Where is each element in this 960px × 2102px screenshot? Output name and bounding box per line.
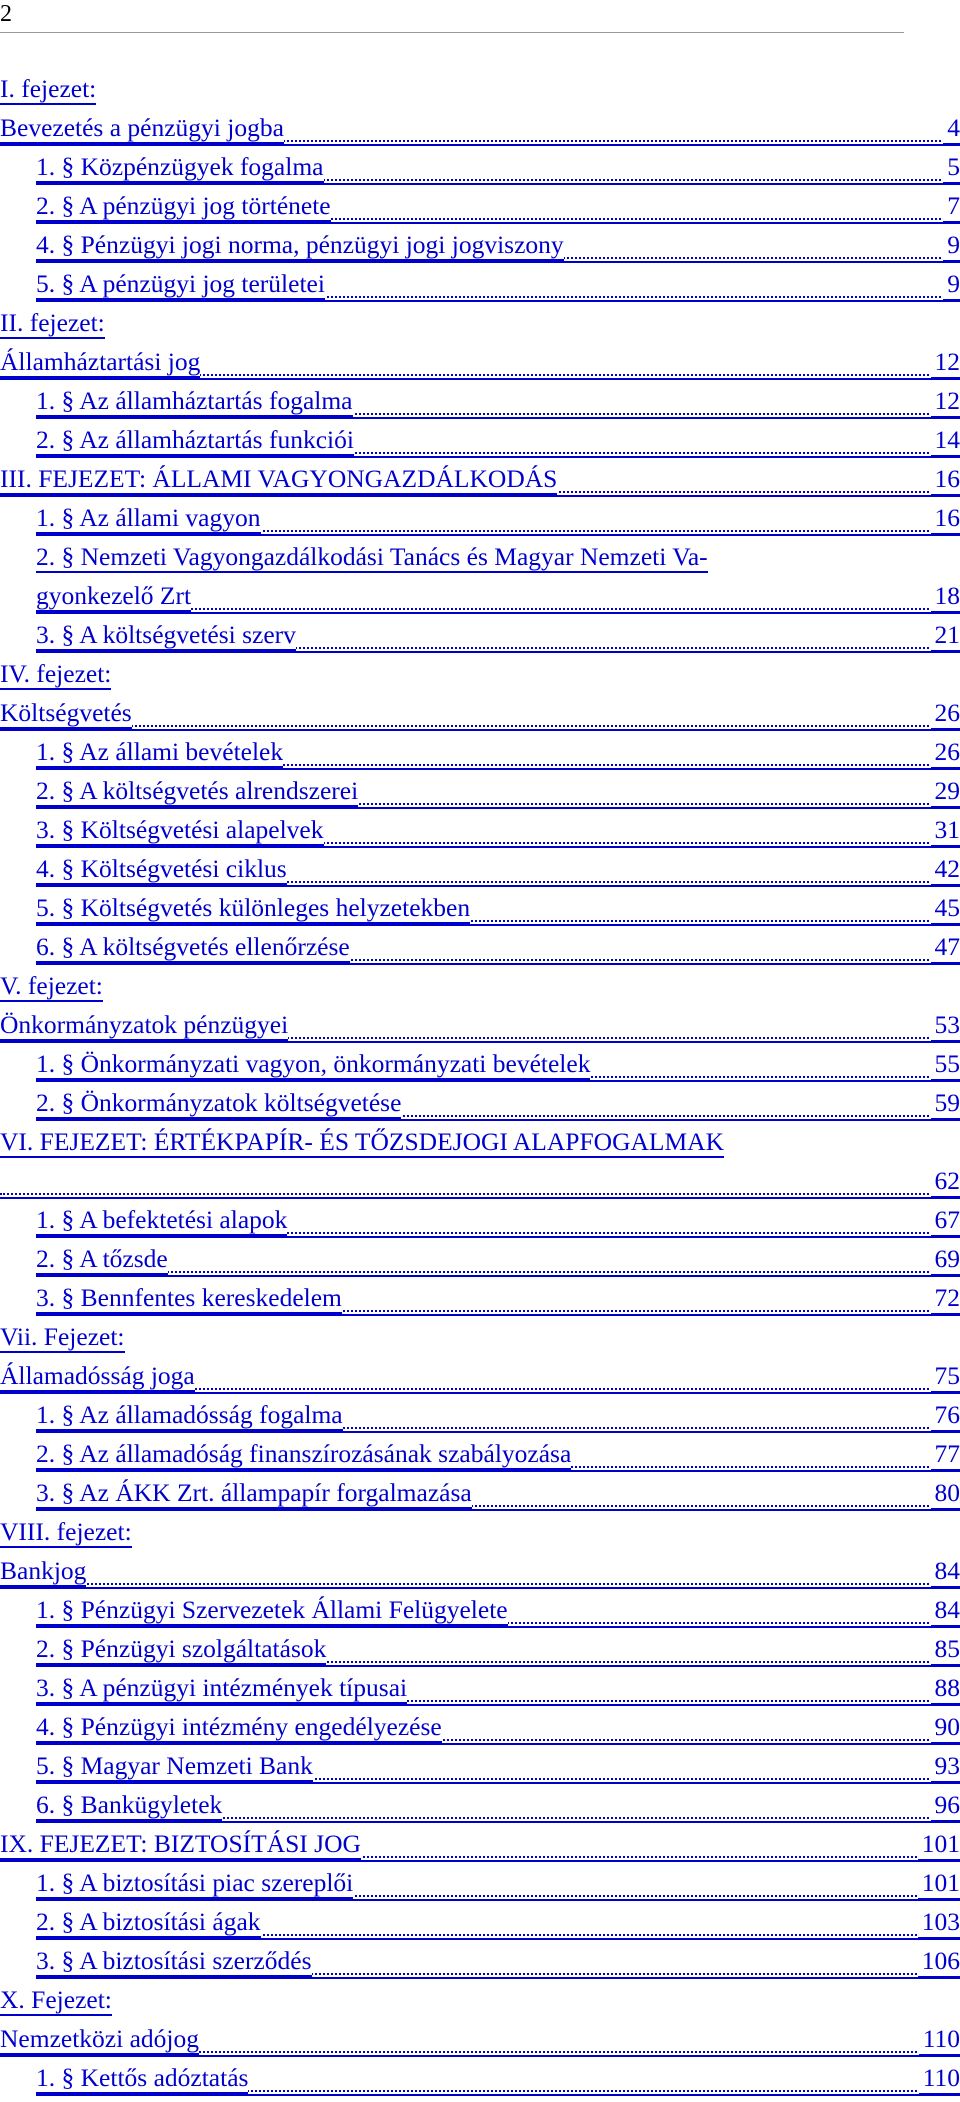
toc-page-number: 69 [931, 1244, 960, 1276]
toc-line [0, 1322, 960, 1361]
toc-entry-link[interactable] [36, 503, 960, 542]
toc-entry-text: 3. § Az ÁKK Zrt. állampapír forgalmazása [36, 1478, 472, 1509]
toc-line [0, 1127, 960, 1166]
toc-entry-text: 1. § Pénzügyi Szervezetek Állami Felügyelete [36, 1595, 508, 1626]
toc-line [0, 425, 960, 464]
toc-chapter-link[interactable] [0, 1517, 132, 1556]
page-number: 2 [0, 0, 12, 28]
toc-line [0, 1010, 960, 1049]
toc-link-underline [36, 1080, 960, 1082]
toc-page-number: 5 [943, 152, 960, 184]
table-of-contents [0, 74, 960, 2102]
toc-entry-link[interactable] [0, 113, 960, 152]
toc-page-number: 110 [919, 2063, 960, 2095]
toc-entry-link[interactable] [36, 1946, 960, 1985]
toc-link-underline [0, 729, 960, 731]
toc-line [0, 854, 960, 893]
toc-entry-text: 2. § Önkormányzatok költségvetése [36, 1088, 401, 1119]
toc-entry-text: II. fejezet: [0, 308, 105, 339]
toc-entry-text: 3. § A biztosítási szerződés [36, 1946, 312, 1977]
toc-entry-text: 4. § Költségvetési ciklus [36, 854, 287, 885]
toc-entry-link[interactable] [36, 854, 960, 893]
toc-entry-link[interactable] [36, 581, 960, 620]
toc-link-underline [36, 885, 960, 887]
toc-entry-link[interactable] [0, 1361, 960, 1400]
toc-entry-text: 2. § Nemzeti Vagyongazdálkodási Tanács és Magyar Nemzeti Va- [36, 542, 708, 573]
toc-entry-link[interactable] [36, 2063, 960, 2102]
toc-page-number: 42 [931, 854, 960, 886]
toc-entry-text: Költségvetés [0, 698, 132, 729]
toc-link-underline [0, 1392, 960, 1394]
toc-link-underline [36, 1119, 960, 1121]
toc-line [0, 152, 960, 191]
toc-page-number: 16 [931, 464, 960, 496]
toc-line [0, 1751, 960, 1790]
toc-line [0, 269, 960, 308]
toc-entry-link[interactable] [0, 698, 960, 737]
toc-link-underline [36, 300, 960, 302]
toc-entry-text: 4. § Pénzügyi jogi norma, pénzügyi jogi jogviszony [36, 230, 564, 261]
toc-entry-link[interactable] [0, 1010, 960, 1049]
toc-entry-link[interactable] [0, 1556, 960, 1595]
toc-entry-link[interactable] [0, 1127, 960, 1166]
toc-entry-link[interactable] [36, 1205, 960, 1244]
toc-line [0, 2024, 960, 2063]
toc-page-number: 93 [931, 1751, 960, 1783]
toc-entry-text: Nemzetközi adójog [0, 2024, 199, 2055]
toc-link-underline [36, 1314, 960, 1316]
toc-entry-text: III. FEJEZET: ÁLLAMI VAGYONGAZDÁLKODÁS [0, 464, 557, 495]
toc-link-underline [36, 2094, 960, 2096]
toc-page-number: 45 [931, 893, 960, 925]
toc-page-number: 77 [931, 1439, 960, 1471]
toc-entry-text: 1. § Az állami vagyon [36, 503, 261, 534]
toc-line [0, 659, 960, 698]
toc-line [0, 113, 960, 152]
toc-link-underline [36, 1275, 960, 1277]
toc-page-number: 21 [931, 620, 960, 652]
toc-entry-text: V. fejezet: [0, 971, 103, 1002]
toc-page-number: 80 [931, 1478, 960, 1510]
toc-dot-leader [0, 725, 960, 727]
toc-page-number: 31 [931, 815, 960, 847]
toc-chapter-link[interactable] [0, 971, 103, 1010]
toc-page-number: 47 [931, 932, 960, 964]
toc-entry-link[interactable] [36, 1478, 960, 1517]
toc-page-number: 26 [931, 698, 960, 730]
toc-line [0, 308, 960, 347]
toc-page-number: 29 [931, 776, 960, 808]
toc-entry-text: 1. § Önkormányzati vagyon, önkormányzati bevételek [36, 1049, 590, 1080]
toc-line [0, 776, 960, 815]
toc-entry-link[interactable] [36, 737, 960, 776]
toc-line [0, 620, 960, 659]
toc-link-underline [36, 1470, 960, 1472]
toc-line [0, 1790, 960, 1829]
toc-entry-text: VI. FEJEZET: ÉRTÉKPAPÍR- ÉS TŐZSDEJOGI ALAPFOGALMAK [0, 1127, 724, 1158]
toc-entry-text: 1. § Közpénzügyek fogalma [36, 152, 324, 183]
toc-entry-link[interactable] [0, 2024, 960, 2063]
toc-chapter-link[interactable] [0, 308, 105, 347]
toc-link-underline [0, 2055, 960, 2057]
toc-entry-link[interactable] [36, 1244, 960, 1283]
toc-link-underline [36, 1782, 960, 1784]
toc-entry-link[interactable] [36, 932, 960, 971]
toc-page-number: 12 [931, 386, 960, 418]
toc-link-underline [0, 1860, 960, 1862]
toc-entry-link[interactable] [36, 152, 960, 191]
toc-line [0, 542, 960, 581]
toc-link-underline [36, 1665, 960, 1667]
toc-entry-text: 3. § A pénzügyi intézmények típusai [36, 1673, 407, 1704]
toc-page-number: 84 [931, 1556, 960, 1588]
toc-entry-link[interactable] [36, 191, 960, 230]
toc-entry-text: 1. § Az állami bevételek [36, 737, 283, 768]
toc-entry-text: 2. § A tőzsde [36, 1244, 168, 1275]
toc-entry-text: I. fejezet: [0, 74, 96, 105]
toc-entry-link[interactable] [36, 425, 960, 464]
toc-page-number: 12 [931, 347, 960, 379]
toc-link-underline [36, 1509, 960, 1511]
toc-page-number: 59 [931, 1088, 960, 1120]
toc-entry-link[interactable] [36, 893, 960, 932]
toc-entry-text: 4. § Pénzügyi intézmény engedélyezése [36, 1712, 442, 1743]
toc-chapter-link[interactable] [0, 659, 111, 698]
toc-line [0, 971, 960, 1010]
toc-entry-link[interactable] [0, 464, 960, 503]
toc-chapter-link[interactable] [0, 74, 96, 113]
toc-line [0, 2063, 960, 2102]
toc-link-underline [0, 1587, 960, 1589]
toc-line [0, 1166, 960, 1205]
toc-page-number: 53 [931, 1010, 960, 1042]
toc-page-number: 9 [943, 230, 960, 262]
toc-page-number: 85 [931, 1634, 960, 1666]
toc-entry-text: 2. § Az államadóság finanszírozásának szabályozása [36, 1439, 571, 1470]
toc-page-number: 18 [931, 581, 960, 613]
toc-link-underline [36, 534, 960, 536]
toc-entry-link[interactable] [36, 1634, 960, 1673]
toc-line [0, 74, 960, 113]
toc-link-underline [36, 651, 960, 653]
toc-entry-text: 2. § A biztosítási ágak [36, 1907, 261, 1938]
toc-line [0, 737, 960, 776]
toc-entry-link[interactable] [36, 1088, 960, 1127]
toc-page-number: 62 [931, 1166, 960, 1198]
toc-line [0, 1868, 960, 1907]
toc-page-number: 26 [931, 737, 960, 769]
toc-line [0, 932, 960, 971]
toc-page-number: 72 [931, 1283, 960, 1315]
toc-link-underline [36, 417, 960, 419]
toc-entry-link[interactable] [36, 1400, 960, 1439]
toc-entry-text: 1. § A biztosítási piac szereplői [36, 1868, 353, 1899]
toc-line [0, 1712, 960, 1751]
toc-line [0, 1556, 960, 1595]
toc-entry-text: Államháztartási jog [0, 347, 200, 378]
toc-line [0, 1634, 960, 1673]
toc-entry-link[interactable] [0, 1829, 960, 1868]
toc-dot-leader [0, 1583, 960, 1585]
toc-link-underline [36, 261, 960, 263]
toc-entry-text: 5. § Költségvetés különleges helyzetekben [36, 893, 470, 924]
toc-entry-link[interactable] [36, 1439, 960, 1478]
toc-page-number: 4 [943, 113, 960, 145]
toc-entry-text: X. Fejezet: [0, 1985, 112, 2016]
toc-line [0, 1049, 960, 1088]
toc-entry-text: VIII. fejezet: [0, 1517, 132, 1548]
toc-entry-link[interactable] [36, 542, 960, 581]
toc-line [0, 347, 960, 386]
toc-line [0, 698, 960, 737]
toc-line [0, 1673, 960, 1712]
toc-link-underline [36, 222, 960, 224]
toc-page-number: 90 [931, 1712, 960, 1744]
toc-entry-text: 5. § A pénzügyi jog területei [36, 269, 325, 300]
toc-link-underline [36, 807, 960, 809]
toc-entry-link[interactable] [36, 1283, 960, 1322]
toc-link-underline [36, 1626, 960, 1628]
toc-line [0, 1517, 960, 1556]
toc-entry-text: Bevezetés a pénzügyi jogba [0, 113, 284, 144]
toc-entry-text: 2. § A költségvetés alrendszerei [36, 776, 358, 807]
toc-entry-link[interactable] [36, 1868, 960, 1907]
toc-entry-link[interactable] [0, 1166, 960, 1205]
toc-line [0, 1088, 960, 1127]
toc-link-underline [36, 846, 960, 848]
toc-entry-link[interactable] [36, 1751, 960, 1790]
toc-entry-link[interactable] [36, 1790, 960, 1829]
toc-entry-text: 3. § Bennfentes kereskedelem [36, 1283, 342, 1314]
toc-page-number: 101 [918, 1868, 960, 1900]
toc-entry-link[interactable] [36, 1595, 960, 1634]
toc-link-underline [0, 1197, 960, 1199]
toc-link-underline [0, 495, 960, 497]
toc-entry-text: 6. § Bankügyletek [36, 1790, 222, 1821]
toc-page-number: 67 [931, 1205, 960, 1237]
toc-entry-link[interactable] [36, 815, 960, 854]
header-rule [0, 32, 904, 33]
toc-line [0, 1400, 960, 1439]
toc-link-underline [36, 924, 960, 926]
toc-line [0, 1361, 960, 1400]
toc-entry-text: 1. § A befektetési alapok [36, 1205, 287, 1236]
toc-page-number: 110 [919, 2024, 960, 2056]
toc-line [0, 230, 960, 269]
toc-entry-text: Önkormányzatok pénzügyei [0, 1010, 288, 1041]
toc-entry-text: 1. § Az államháztartás fogalma [36, 386, 353, 417]
toc-link-underline [36, 1431, 960, 1433]
toc-page-number: 14 [931, 425, 960, 457]
toc-dot-leader [36, 1271, 960, 1273]
toc-chapter-link[interactable] [0, 1322, 125, 1361]
toc-line [0, 464, 960, 503]
toc-entry-text: 6. § A költségvetés ellenőrzése [36, 932, 350, 963]
toc-link-underline [0, 1041, 960, 1043]
toc-entry-text: 2. § Pénzügyi szolgáltatások [36, 1634, 326, 1665]
toc-line [0, 386, 960, 425]
toc-entry-text: 5. § Magyar Nemzeti Bank [36, 1751, 313, 1782]
toc-page-number: 106 [918, 1946, 960, 1978]
toc-entry-link[interactable] [36, 269, 960, 308]
toc-chapter-link[interactable] [0, 1985, 112, 2024]
toc-entry-link[interactable] [36, 1907, 960, 1946]
toc-entry-link[interactable] [36, 776, 960, 815]
toc-line [0, 1205, 960, 1244]
toc-link-underline [36, 1704, 960, 1706]
toc-link-underline [36, 612, 960, 614]
toc-entry-text: 3. § Költségvetési alapelvek [36, 815, 324, 846]
toc-line [0, 893, 960, 932]
toc-page-number: 55 [931, 1049, 960, 1081]
toc-line [0, 1478, 960, 1517]
toc-link-underline [36, 768, 960, 770]
toc-line [0, 191, 960, 230]
toc-link-underline [36, 1236, 960, 1238]
toc-entry-text: 2. § Az államháztartás funkciói [36, 425, 354, 456]
toc-line [0, 1907, 960, 1946]
toc-page-number: 16 [931, 503, 960, 535]
toc-entry-text: Vii. Fejezet: [0, 1322, 125, 1353]
toc-entry-link[interactable] [36, 1673, 960, 1712]
toc-entry-link[interactable] [36, 1049, 960, 1088]
toc-entry-text: 3. § A költségvetési szerv [36, 620, 296, 651]
toc-entry-text: gyonkezelő Zrt [36, 581, 191, 612]
toc-line [0, 1829, 960, 1868]
toc-page-number: 88 [931, 1673, 960, 1705]
toc-line [0, 815, 960, 854]
toc-link-underline [36, 1938, 960, 1940]
toc-link-underline [0, 144, 960, 146]
toc-page-number: 7 [943, 191, 960, 223]
toc-entry-link[interactable] [36, 620, 960, 659]
toc-line [0, 581, 960, 620]
toc-entry-text: Államadósság joga [0, 1361, 195, 1392]
toc-entry-text: IV. fejezet: [0, 659, 111, 690]
toc-page-number: 75 [931, 1361, 960, 1393]
toc-line [0, 1283, 960, 1322]
toc-entry-text: Bankjog [0, 1556, 86, 1587]
toc-line [0, 1946, 960, 1985]
toc-link-underline [36, 456, 960, 458]
toc-entry-text: 1. § Kettős adóztatás [36, 2063, 248, 2094]
toc-entry-link[interactable] [36, 1712, 960, 1751]
toc-link-underline [36, 963, 960, 965]
toc-entry-link[interactable] [0, 347, 960, 386]
toc-entry-text: IX. FEJEZET: BIZTOSÍTÁSI JOG [0, 1829, 361, 1860]
toc-entry-text: 1. § Az államadósság fogalma [36, 1400, 343, 1431]
toc-link-underline [0, 378, 960, 380]
toc-dot-leader [0, 1193, 960, 1195]
toc-page-number: 101 [918, 1829, 960, 1861]
toc-entry-link[interactable] [36, 386, 960, 425]
toc-page-number: 84 [931, 1595, 960, 1627]
toc-page-number: 76 [931, 1400, 960, 1432]
toc-line [0, 1439, 960, 1478]
toc-link-underline [36, 1977, 960, 1979]
toc-link-underline [36, 183, 960, 185]
toc-line [0, 1244, 960, 1283]
toc-line [0, 1595, 960, 1634]
toc-page-number: 9 [943, 269, 960, 301]
toc-entry-link[interactable] [36, 230, 960, 269]
toc-entry-text: 2. § A pénzügyi jog története [36, 191, 331, 222]
toc-link-underline [36, 1821, 960, 1823]
toc-link-underline [36, 1743, 960, 1745]
toc-page-number: 96 [931, 1790, 960, 1822]
toc-page-number: 103 [918, 1907, 960, 1939]
toc-line [0, 1985, 960, 2024]
toc-line [0, 503, 960, 542]
toc-link-underline [36, 1899, 960, 1901]
